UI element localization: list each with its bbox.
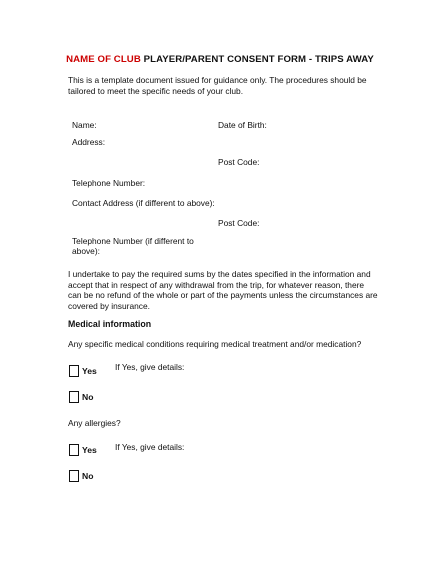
undertaking-paragraph: I undertake to pay the required sums by the dates specified in the information and accept that in respect of any withdrawal from the trip, for whatever reason, there can be no refund of the whole or part of the payments unless the circumstances are covered by insurance. (68, 269, 378, 311)
contact-address-label: Contact Address (if different to above): (72, 198, 215, 208)
name-label: Name: (72, 120, 97, 130)
medical-no-label: No (82, 392, 94, 402)
allergies-question: Any allergies? (68, 418, 121, 428)
allergies-yes-checkbox[interactable] (69, 444, 79, 456)
allergies-yes-label: Yes (82, 445, 97, 455)
club-name: NAME OF CLUB (66, 54, 141, 65)
medical-no-checkbox[interactable] (69, 391, 79, 403)
form-name: PLAYER/PARENT CONSENT FORM - TRIPS AWAY (143, 54, 374, 65)
allergies-no-label: No (82, 471, 94, 481)
medical-heading: Medical information (68, 319, 152, 329)
telephone-label: Telephone Number: (72, 178, 146, 188)
form-title (0, 54, 440, 65)
telephone-alt-label-line2: above): (72, 246, 100, 256)
medical-question: Any specific medical conditions requiring medical treatment and/or medication? (68, 339, 362, 349)
allergies-no-checkbox[interactable] (69, 470, 79, 482)
dob-label: Date of Birth: (218, 120, 267, 130)
allergies-details-label: If Yes, give details: (115, 442, 185, 452)
medical-details-label: If Yes, give details: (115, 362, 185, 372)
post-code-label-2: Post Code: (218, 218, 260, 228)
medical-yes-checkbox[interactable] (69, 365, 79, 377)
intro-text: This is a template document issued for guidance only. The procedures should be tailored to meet the specific needs of your club. (68, 75, 367, 96)
post-code-label: Post Code: (218, 157, 260, 167)
medical-yes-label: Yes (82, 366, 97, 376)
address-label: Address: (72, 137, 106, 147)
telephone-alt-label-line1: Telephone Number (if different to (72, 236, 194, 246)
